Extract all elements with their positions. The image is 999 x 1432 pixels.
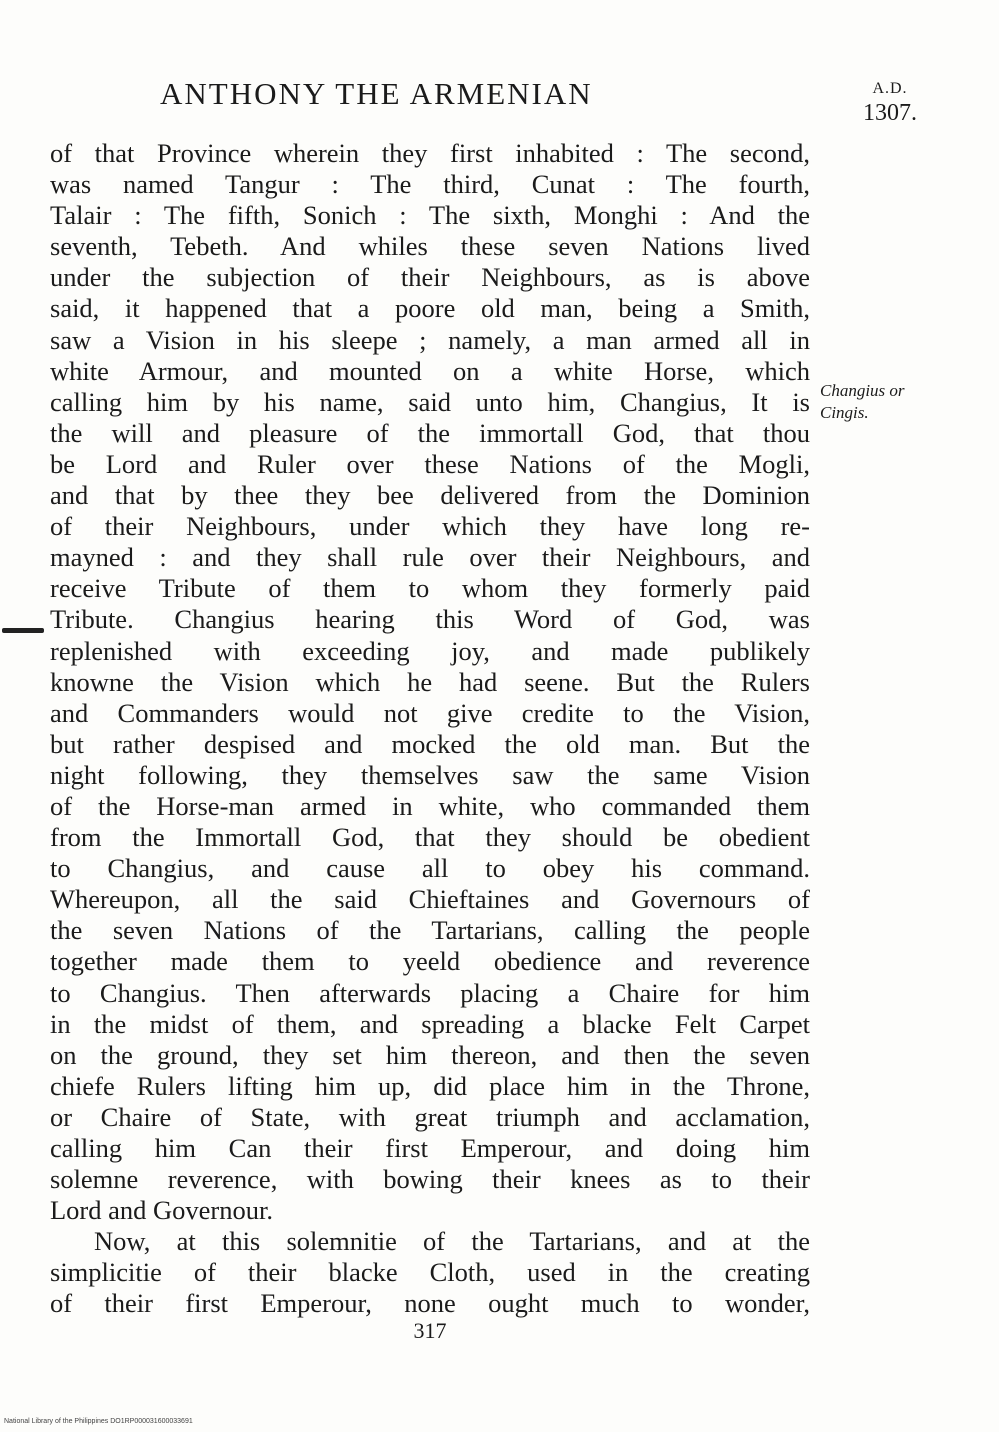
text-line: chiefe Rulers lifting him up, did place him in the Throne,: [50, 1070, 810, 1101]
text-line: seventh, Tebeth. And whiles these seven Nations lived: [50, 231, 810, 262]
text-line: receive Tribute of them to whom they formerly paid: [50, 573, 810, 604]
text-line: of that Province wherein they first inhabited : The second,: [50, 138, 810, 168]
text-line: white Armour, and mounted on a white Horse, which: [50, 355, 810, 386]
text-line: or Chaire of State, with great triumph and acclamation,: [50, 1101, 810, 1132]
text-line: saw a Vision in his sleepe ; namely, a man armed all in: [50, 324, 810, 355]
text-line: and that by thee they bee delivered from the Dominion: [50, 480, 810, 511]
text-line: calling him by his name, said unto him, Changius, It is: [50, 386, 810, 417]
text-line: Whereupon, all the said Chieftaines and Governours of: [50, 884, 810, 915]
marginal-note-line: Changius or: [820, 381, 905, 400]
text-line: the seven Nations of the Tartarians, calling the people: [50, 915, 810, 946]
text-line: and Commanders would not give credite to the Vision,: [50, 697, 810, 728]
margin-dash-mark: [2, 628, 44, 633]
text-line: knowne the Vision which he had seene. But the Rulers: [50, 666, 810, 697]
text-line: but rather despised and mocked the old man. But the: [50, 728, 810, 759]
text-line: night following, they themselves saw the same Vision: [50, 759, 810, 790]
text-line: the will and pleasure of the immortall God, that thou: [50, 417, 810, 448]
text-line: under the subjection of their Neighbours, as is above: [50, 262, 810, 293]
text-line: in the midst of them, and spreading a blacke Felt Carpet: [50, 1008, 810, 1039]
margin-date: [850, 80, 930, 127]
text-line: was named Tangur : The third, Cunat : The fourth,: [50, 169, 810, 200]
text-line: of their Neighbours, under which they have long re-: [50, 511, 810, 542]
text-line: replenished with exceeding joy, and made publikely: [50, 635, 810, 666]
text-line: mayned : and they shall rule over their Neighbours, and: [50, 542, 810, 573]
text-line: Talair : The fifth, Sonich : The sixth, Monghi : And the: [50, 200, 810, 231]
text-line: Tribute. Changius hearing this Word of God, was: [50, 604, 810, 635]
text-line: from the Immortall God, that they should be obedient: [50, 822, 810, 853]
text-line-paragraph-start: Now, at this solemnitie of the Tartarians, and at the: [94, 1226, 810, 1257]
text-line: to Changius. Then afterwards placing a Chaire for him: [50, 977, 810, 1008]
marginal-note: [820, 380, 905, 424]
marginal-note-line: Cingis.: [820, 403, 869, 422]
text-line: together made them to yeeld obedience and reverence: [50, 946, 810, 977]
margin-year: 1307.: [863, 100, 917, 126]
text-line: to Changius, and cause all to obey his command.: [50, 853, 810, 884]
margin-era: A.D.: [872, 80, 908, 97]
text-line: said, it happened that a poore old man, being a Smith,: [50, 293, 810, 324]
text-line: calling him Can their first Emperour, and doing him: [50, 1133, 810, 1163]
text-line: simplicitie of their blacke Cloth, used in the creating: [50, 1257, 810, 1288]
text-line: solemne reverence, with bowing their knees as to their: [50, 1164, 810, 1195]
running-head-title: ANTHONY THE ARMENIAN: [160, 76, 593, 111]
page-number: 317: [413, 1318, 447, 1343]
text-line: of the Horse-man armed in white, who commanded them: [50, 790, 810, 821]
text-line: on the ground, they set him thereon, and then the seven: [50, 1039, 810, 1070]
text-line: be Lord and Ruler over these Nations of the Mogli,: [50, 448, 810, 479]
text-line-paragraph-end: Lord and Governour.: [50, 1195, 273, 1226]
body-text: [50, 138, 810, 1320]
text-line: of their first Emperour, none ought much to wonder,: [50, 1288, 810, 1319]
scan-credit: National Library of the Philippines DO1RP000031600033691: [4, 1418, 193, 1425]
